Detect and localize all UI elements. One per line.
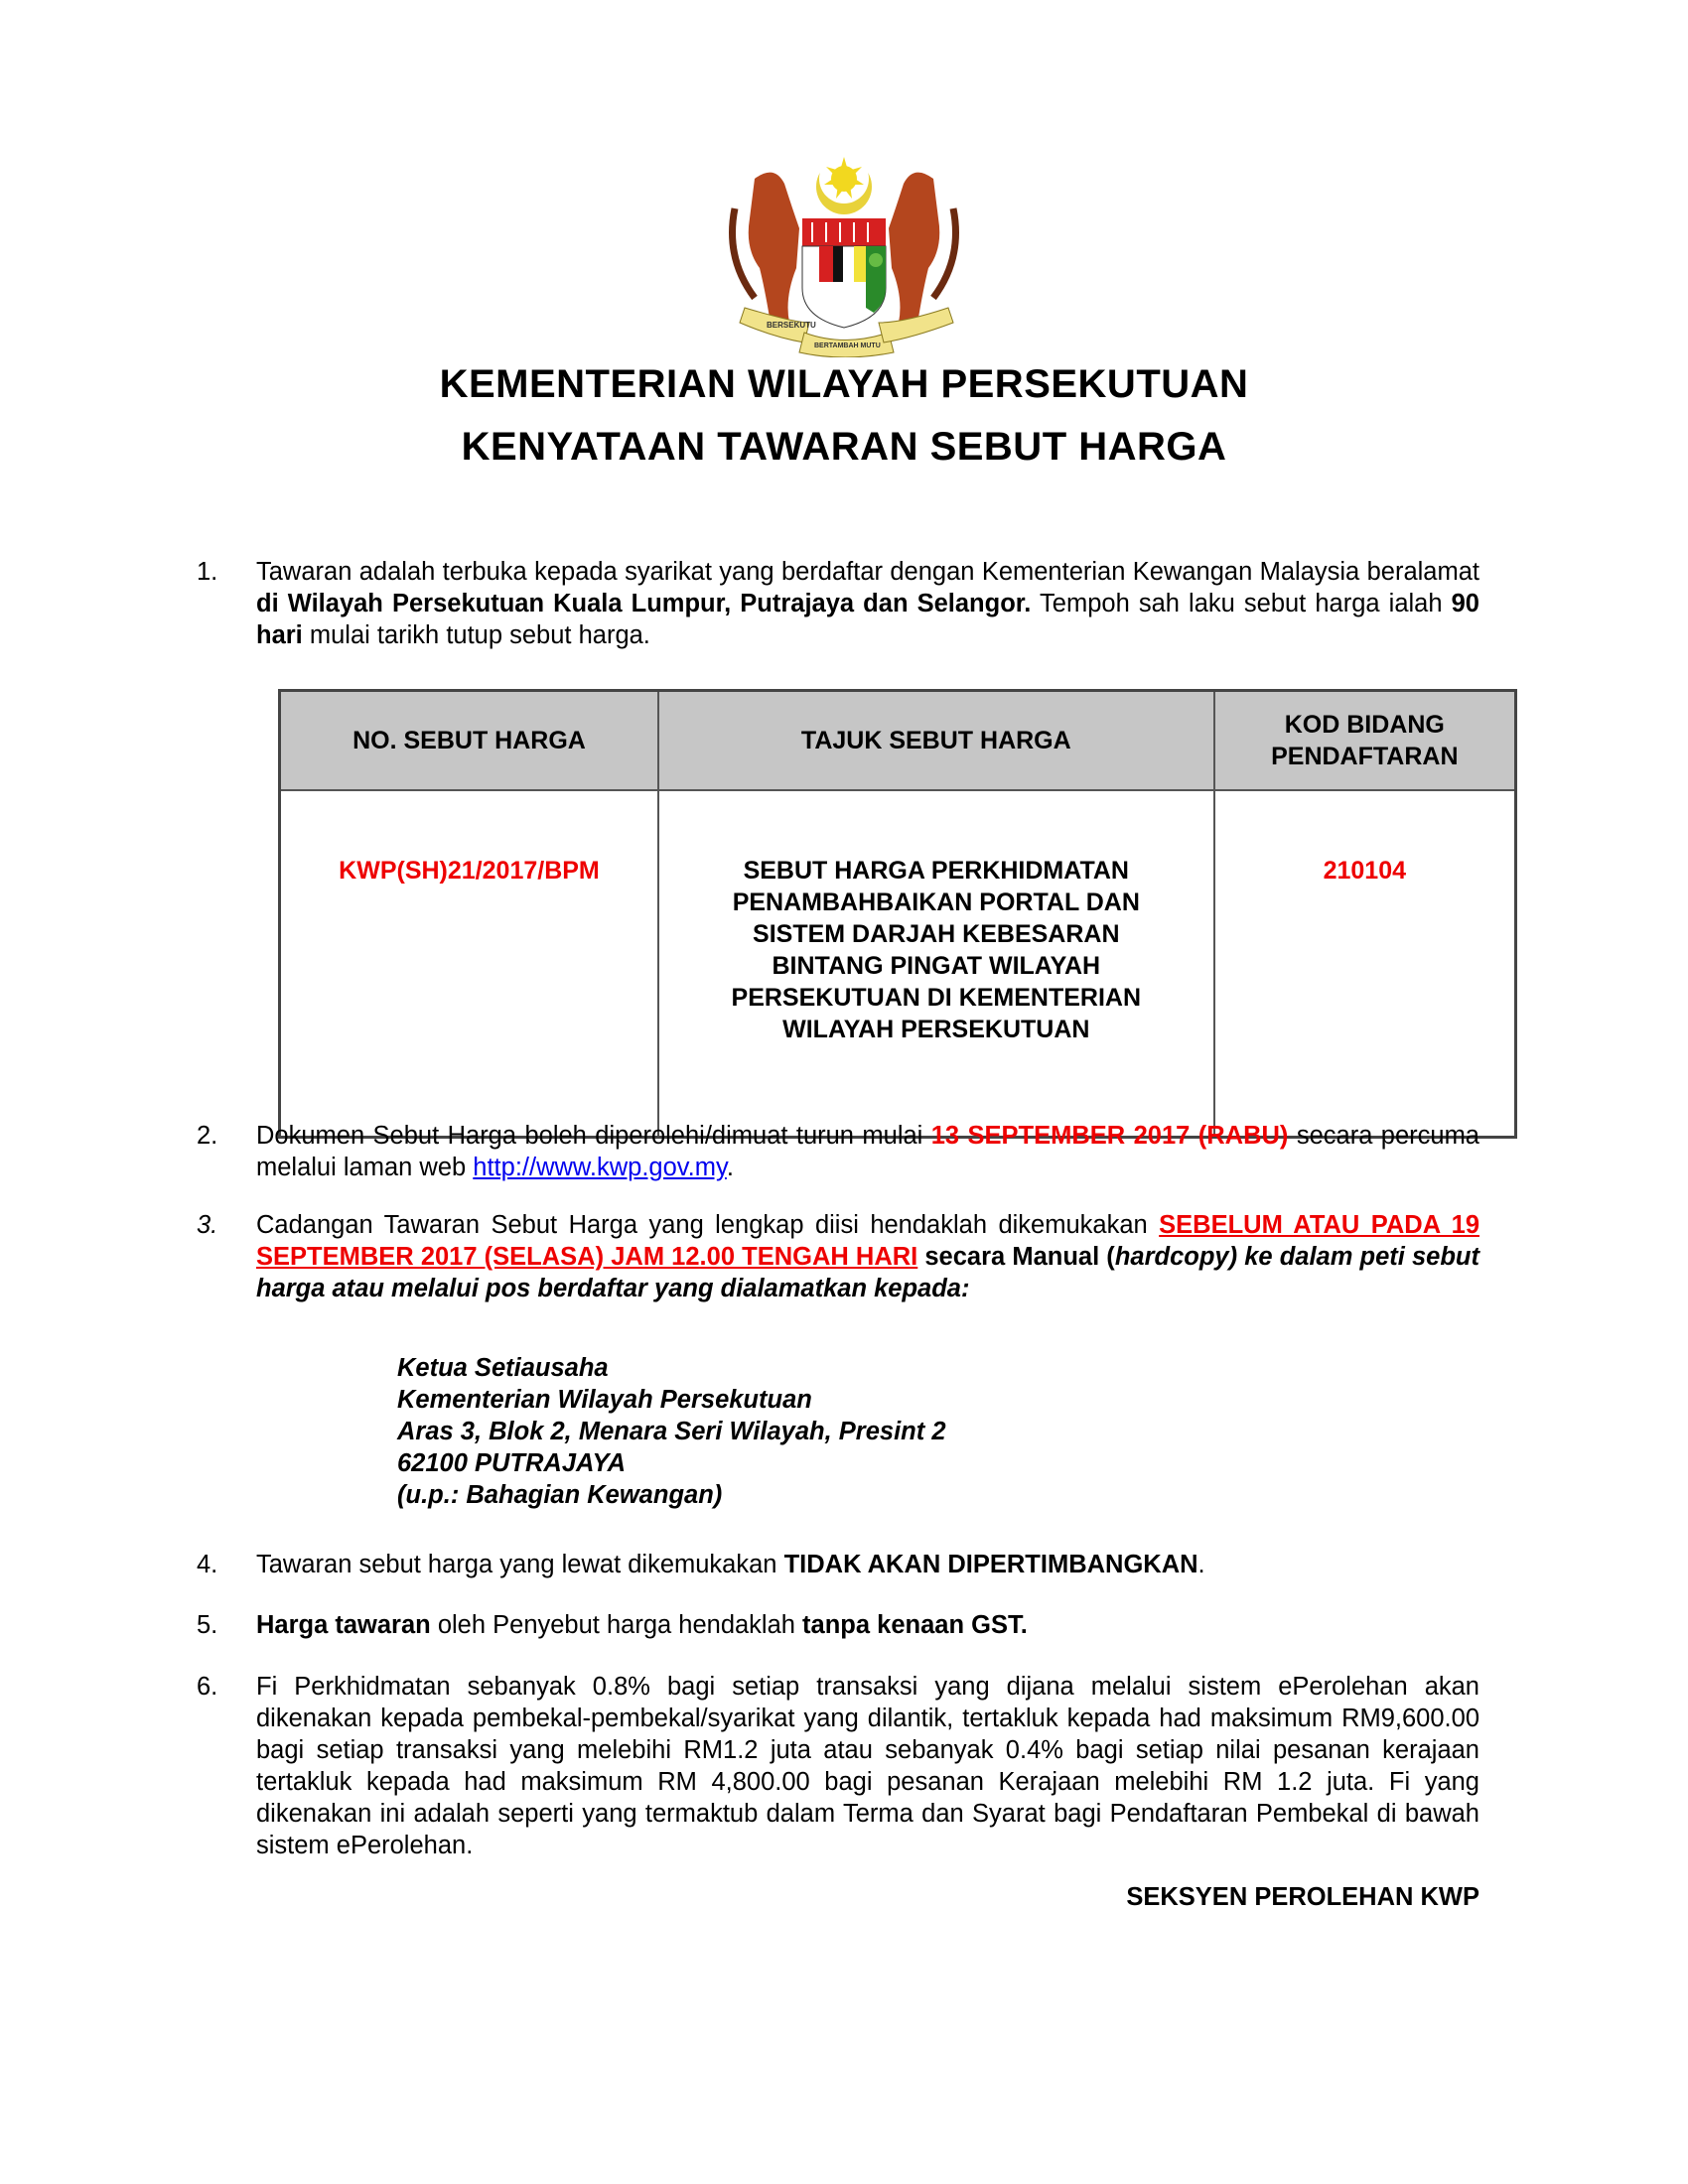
quotation-title: SEBUT HARGA PERKHIDMATAN PENAMBAHBAIKAN PORTAL DAN SISTEM DARJAH KEBESARAN BINTANG PINGAT WILAYAH PERSEKUTUAN DI KEMENTERIAN WILAYAH PERSEKUTUAN [658, 790, 1214, 1138]
column-header-kod: KOD BIDANG PENDAFTARAN [1214, 691, 1516, 791]
item-number: 6. [197, 1673, 218, 1701]
quotation-table [278, 689, 1517, 1139]
table-row [280, 790, 1516, 1138]
coat-of-arms-icon [715, 149, 973, 357]
registration-code: 210104 [1214, 790, 1516, 1138]
item-number: 5. [197, 1611, 218, 1639]
column-header-tajuk: TAJUK SEBUT HARGA [658, 691, 1214, 791]
svg-text:BERTAMBAH MUTU: BERTAMBAH MUTU [814, 342, 881, 349]
document-title: KENYATAAN TAWARAN SEBUT HARGA [461, 425, 1227, 469]
svg-text:BERSEKUTU: BERSEKUTU [767, 321, 816, 330]
ministry-name: KEMENTERIAN WILAYAH PERSEKUTUAN [439, 362, 1249, 406]
paragraph-6: Fi Perkhidmatan sebanyak 0.8% bagi setiap transaksi yang dijana melalui sistem ePerolehan akan dikenakan kepada pembekal-pembekal/syarikat yang dilantik, tertakluk kepada had maksimum RM9,600.00 bagi setiap transaksi yang melebihi RM1.2 juta atau sebanyak 0.4% bagi setiap nilai pesanan kerajaan tertakluk kepada had maksimum RM 4,800.00 bagi pesanan Kerajaan melebihi RM 1.2 juta. Fi yang dikenakan ini adalah seperti yang termaktub dalam Terma dan Syarat bagi Pendaftaran Pembekal di bawah sistem ePerolehan. [256, 1673, 1479, 1859]
item-number: 3. [197, 1211, 218, 1239]
item-number: 1. [197, 558, 218, 586]
column-header-no: NO. SEBUT HARGA [280, 691, 658, 791]
table-header-row [280, 691, 1516, 791]
quotation-number: KWP(SH)21/2017/BPM [280, 790, 658, 1138]
signature-block: SEKSYEN PEROLEHAN KWP [1126, 1883, 1479, 1911]
mailing-address: Ketua Setiausaha Kementerian Wilayah Persekutuan Aras 3, Blok 2, Menara Seri Wilayah, Presint 2 62100 PUTRAJAYA (u.p.: Bahagian Kewangan) [397, 1354, 946, 1509]
paragraph-1: Tawaran adalah terbuka kepada syarikat yang berdaftar dengan Kementerian Kewangan Malaysia beralamat di Wilayah Persekutuan Kuala Lumpur, Putrajaya dan Selangor. Tempoh sah laku sebut harga ialah 90 hari mulai tarikh tutup sebut harga. [256, 558, 1479, 649]
item-number: 4. [197, 1551, 218, 1578]
paragraph-2: Dokumen Sebut Harga boleh diperolehi/dimuat turun mulai 13 SEPTEMBER 2017 (RABU) secara percuma melalui laman web http://www.kwp.gov.my. [256, 1122, 1479, 1181]
kwp-website-link[interactable]: http://www.kwp.gov.my [473, 1154, 727, 1181]
paragraph-3: Cadangan Tawaran Sebut Harga yang lengkap diisi hendaklah dikemukakan SEBELUM ATAU PADA 19 SEPTEMBER 2017 (SELASA) JAM 12.00 TENGAH HARI secara Manual (hardcopy) ke dalam peti sebut harga atau melalui pos berdaftar yang dialamatkan kepada: [256, 1211, 1479, 1302]
paragraph-5: Harga tawaran oleh Penyebut harga hendaklah tanpa kenaan GST. [256, 1611, 1028, 1639]
item-number: 2. [197, 1122, 218, 1150]
paragraph-4: Tawaran sebut harga yang lewat dikemukakan TIDAK AKAN DIPERTIMBANGKAN. [256, 1551, 1205, 1578]
